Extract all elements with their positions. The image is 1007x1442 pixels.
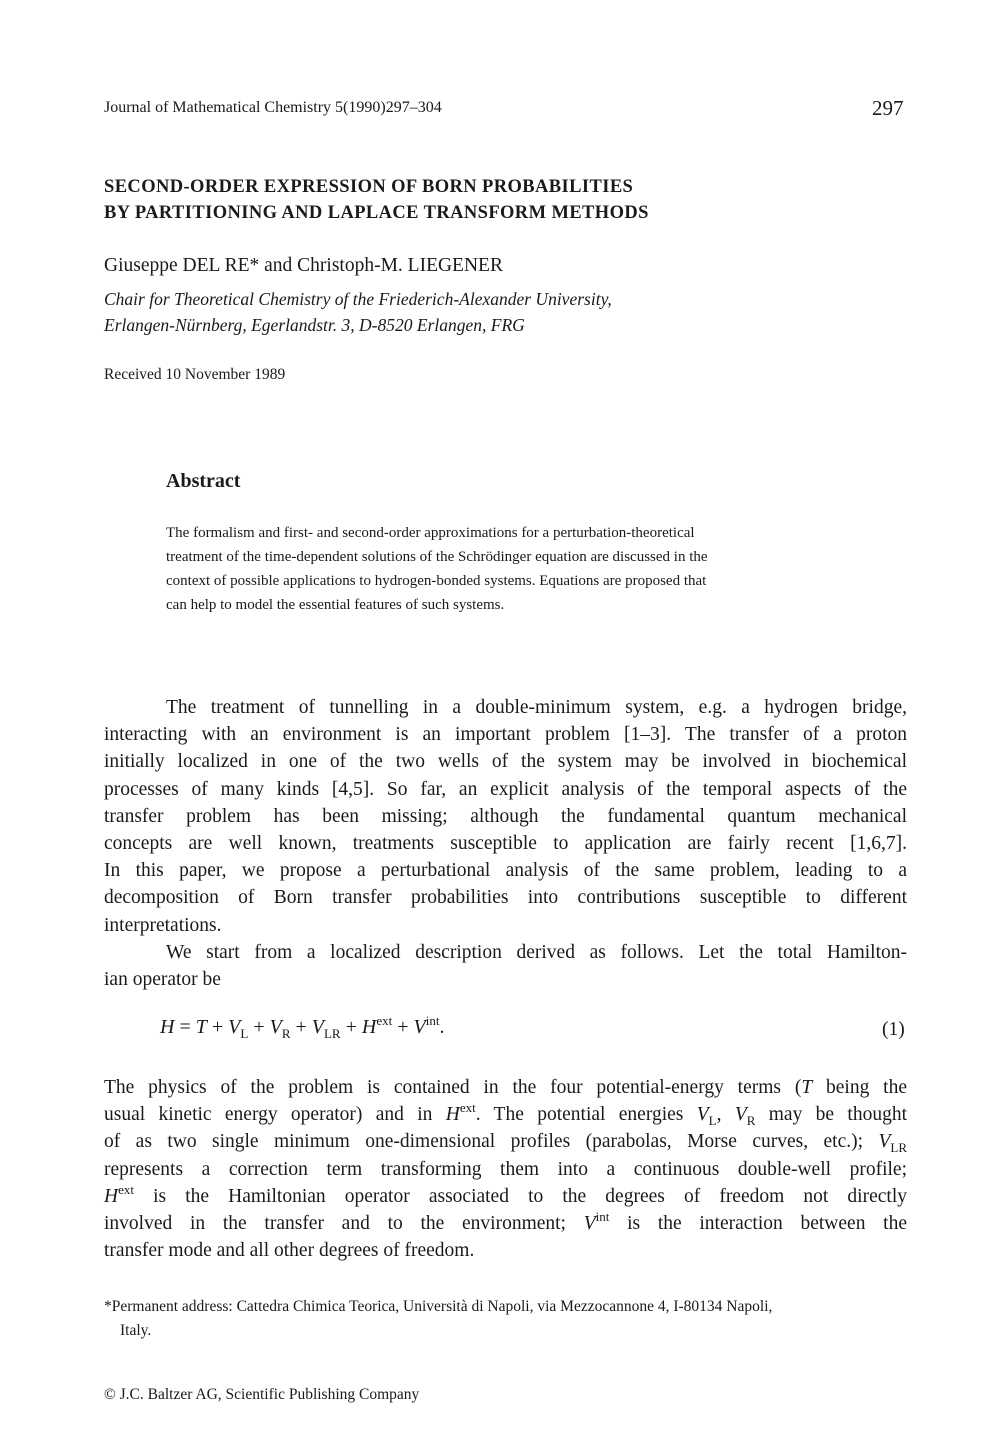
body-line: concepts are well known, treatments susceptible to application are fairly recent [1,6,7]. [104, 832, 907, 854]
body-line: represents a correction term transforming them into a continuous double-well profile; [104, 1158, 907, 1180]
body-line: The treatment of tunnelling in a double-minimum system, e.g. a hydrogen bridge, [166, 697, 907, 718]
body-line: transfer mode and all other degrees of freedom. [104, 1240, 475, 1262]
footnote-line-2: Italy. [120, 1322, 152, 1339]
abstract-heading: Abstract [166, 470, 241, 492]
title-line-1: SECOND-ORDER EXPRESSION OF BORN PROBABILITIES [104, 177, 634, 197]
body-line: ian operator be [104, 968, 221, 990]
affiliation-line-1: Chair for Theoretical Chemistry of the Friederich-Alexander University, [104, 289, 612, 309]
body-line: processes of many kinds [4,5]. So far, an explicit analysis of the temporal aspects of the [104, 778, 907, 800]
received-date: Received 10 November 1989 [104, 366, 286, 383]
body-line: In this paper, we propose a perturbational analysis of the same problem, leading to a [104, 860, 907, 882]
equation-1: $H = T + V_L + V_R + V_{LR} + H^{ext} + V^{int}$. [160, 1013, 445, 1041]
copyright: © J.C. Baltzer AG, Scientific Publishing Company [104, 1386, 420, 1403]
footnote [104, 1295, 772, 1343]
body-line: initially localized in one of the two wells of the system may be involved in biochemical [104, 751, 907, 773]
equation-number: (1) [882, 1019, 905, 1040]
affiliation [104, 286, 612, 338]
abstract-line: The formalism and first- and second-order approximations for a perturbation-theoretical [166, 525, 695, 541]
body-line: usual kinetic energy operator) and in $H^{ext}$. The potential energies $V_L$, $V_R$ may be thought [104, 1100, 907, 1129]
body-line: transfer problem has been missing; although the fundamental quantum mechanical [104, 805, 907, 827]
body-line: interacting with an environment is an important problem [1–3]. The transfer of a proton [104, 724, 907, 746]
abstract-line: can help to model the essential features of such systems. [166, 597, 505, 613]
body-line: decomposition of Born transfer probabilities into contributions susceptible to different [104, 887, 907, 909]
body-line: interpretations. [104, 914, 222, 936]
paper-title [104, 174, 649, 226]
abstract-body [166, 521, 708, 617]
affiliation-line-2: Erlangen-Nürnberg, Egerlandstr. 3, D-8520 Erlangen, FRG [104, 315, 525, 335]
body-line: We start from a localized description derived as follows. Let the total Hamilton- [166, 941, 907, 963]
body-line: $H^{ext}$ is the Hamiltonian operator associated to the degrees of freedom not directly [104, 1181, 907, 1207]
body-line: The physics of the problem is contained in the four potential-energy terms (T being the [104, 1077, 907, 1098]
body-paragraph-3 [104, 1074, 907, 1264]
page-number: 297 [872, 96, 904, 120]
body-paragraph-1 [104, 694, 907, 993]
authors: Giuseppe DEL RE* and Christoph-M. LIEGENER [104, 255, 503, 276]
journal-citation: Journal of Mathematical Chemistry 5(1990)297–304 [104, 99, 442, 116]
body-line: of as two single minimum one-dimensional profiles (parabolas, Morse curves, etc.); $V_{LR}$ [104, 1131, 907, 1156]
abstract-line: context of possible applications to hydrogen-bonded systems. Equations are proposed that [166, 573, 707, 589]
abstract-line: treatment of the time-dependent solutions of the Schrödinger equation are discussed in the [166, 549, 708, 565]
body-line: involved in the transfer and to the environment; $V^{int}$ is the interaction between the [104, 1208, 908, 1234]
title-line-2: BY PARTITIONING AND LAPLACE TRANSFORM METHODS [104, 203, 649, 223]
footnote-line-1: *Permanent address: Cattedra Chimica Teorica, Università di Napoli, via Mezzocannone 4, I-80134 Napoli, [104, 1298, 773, 1315]
